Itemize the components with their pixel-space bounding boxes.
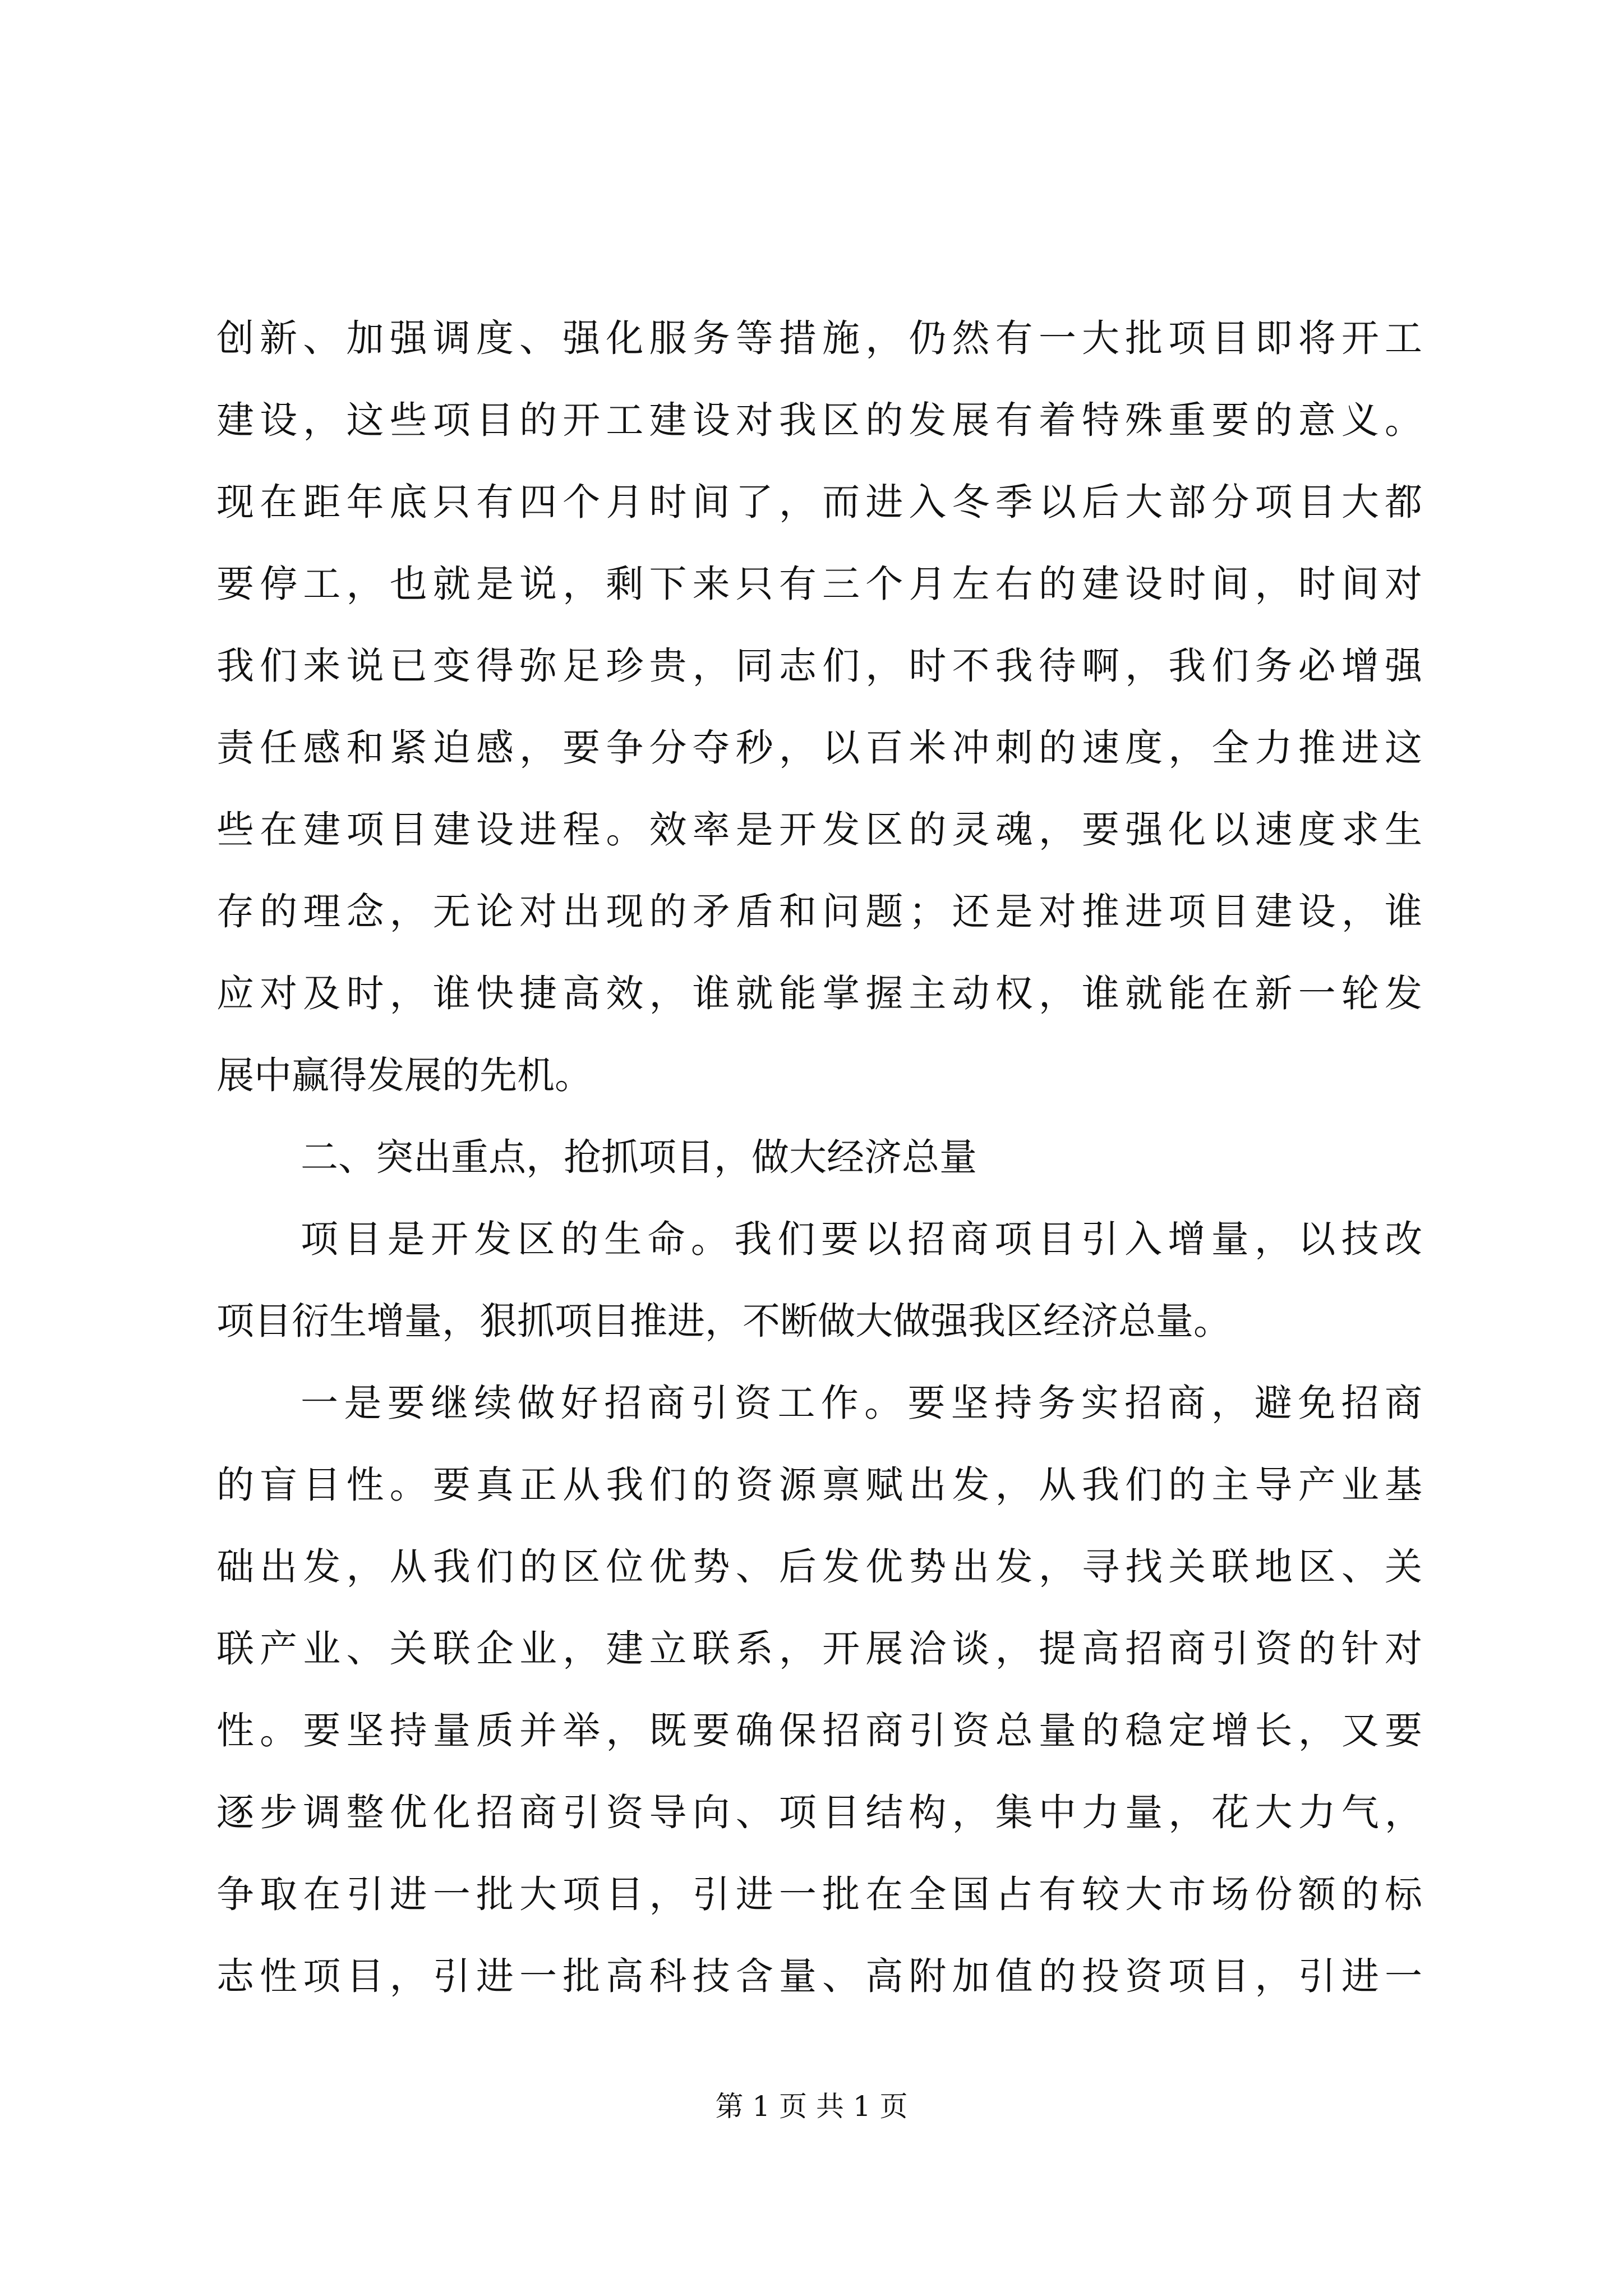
text-line: 项目衍生增量，狠抓项目推进，不断做大做强我区经济总量。 — [216, 1299, 1231, 1343]
text-line: 些在建项目建设进程。效率是开发区的灵魂，要强化以速度求生 — [216, 808, 1422, 852]
text-line: 应对及时，谁快捷高效，谁就能掌握主动权，谁就能在新一轮发 — [216, 972, 1422, 1015]
text-line: 创新、加强调度、强化服务等措施，仍然有一大批项目即将开工 — [216, 316, 1422, 360]
text-line: 要停工，也就是说，剩下来只有三个月左右的建设时间，时间对 — [216, 562, 1422, 606]
text-line: 性。要坚持量质并举，既要确保招商引资总量的稳定增长，又要 — [216, 1709, 1422, 1752]
text-line: 志性项目，引进一批高科技含量、高附加值的投资项目，引进一 — [216, 1954, 1422, 1998]
text-line: 二、突出重点，抢抓项目，做大经济总量 — [301, 1135, 977, 1179]
text-line: 争取在引进一批大项目，引进一批在全国占有较大市场份额的标 — [216, 1872, 1422, 1916]
text-line: 的盲目性。要真正从我们的资源禀赋出发，从我们的主导产业基 — [216, 1463, 1422, 1507]
text-line: 我们来说已变得弥足珍贵，同志们，时不我待啊，我们务必增强 — [216, 644, 1422, 688]
text-line: 逐步调整优化招商引资导向、项目结构，集中力量，花大力气， — [216, 1791, 1422, 1834]
text-line: 展中赢得发展的先机。 — [216, 1053, 592, 1097]
text-line: 项目是开发区的生命。我们要以招商项目引入增量，以技改 — [301, 1217, 1422, 1261]
text-line: 一是要继续做好招商引资工作。要坚持务实招商，避免招商 — [301, 1381, 1422, 1425]
text-line: 责任感和紧迫感，要争分夺秒，以百米冲刺的速度，全力推进这 — [216, 726, 1422, 770]
page-footer: 第 1 页 共 1 页 — [715, 2090, 908, 2123]
body-text — [216, 297, 1422, 2017]
text-line: 础出发，从我们的区位优势、后发优势出发，寻找关联地区、关 — [216, 1545, 1422, 1589]
text-line: 建设，这些项目的开工建设对我区的发展有着特殊重要的意义。 — [216, 398, 1422, 442]
text-line: 联产业、关联企业，建立联系，开展洽谈，提高招商引资的针对 — [216, 1627, 1422, 1671]
text-line: 现在距年底只有四个月时间了，而进入冬季以后大部分项目大都 — [216, 480, 1422, 524]
text-line: 存的理念，无论对出现的矛盾和问题；还是对推进项目建设，谁 — [216, 890, 1422, 933]
